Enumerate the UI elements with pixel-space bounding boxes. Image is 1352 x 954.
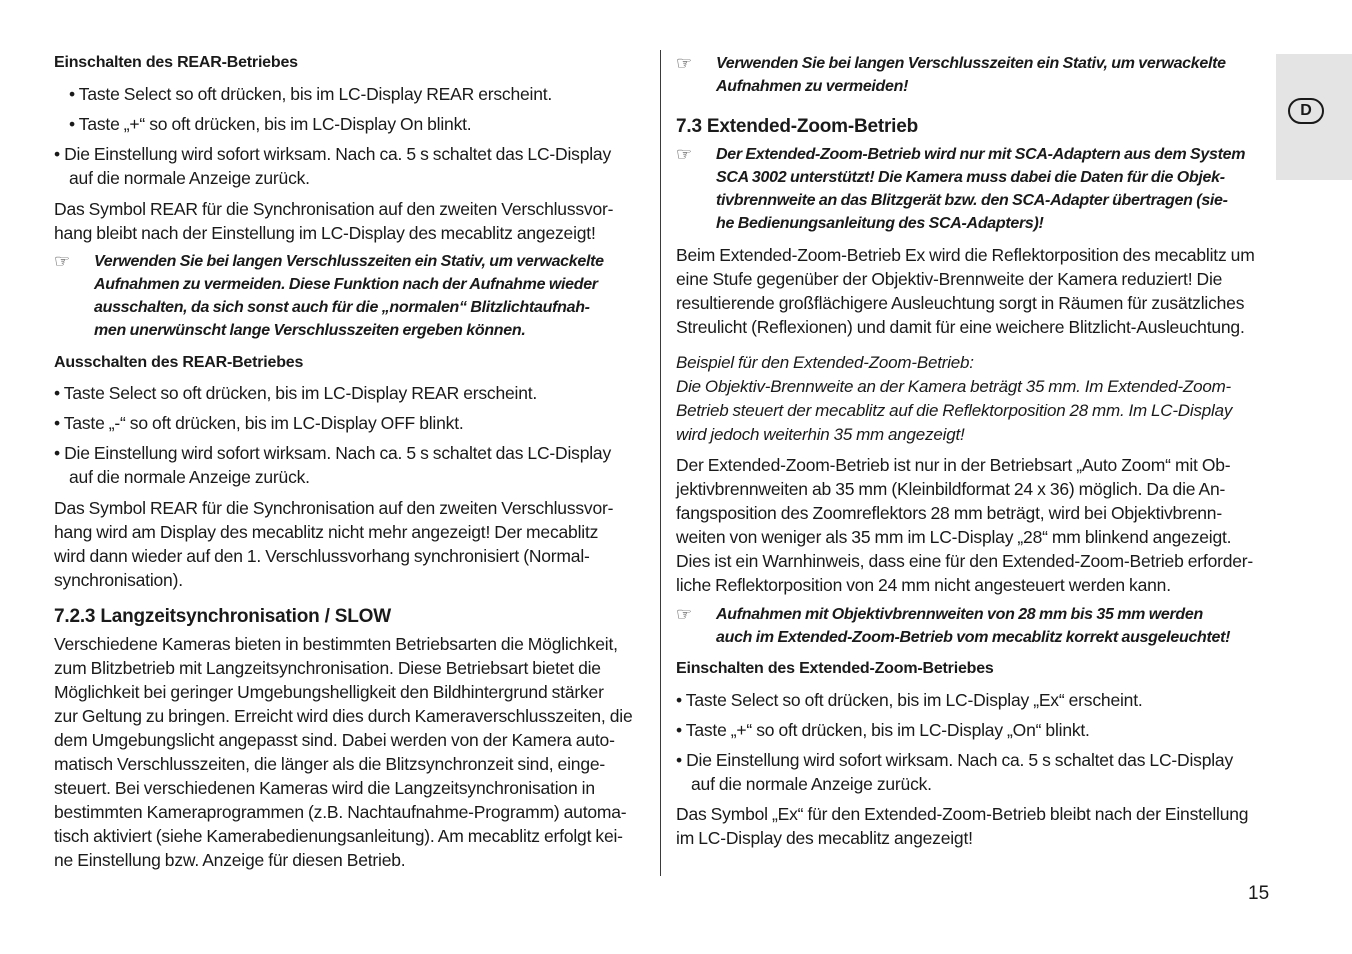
note-line: Der Extended-Zoom-Betrieb wird nur mit SCA-Adaptern aus dem System <box>716 146 1246 163</box>
note-line: he Bedienungsanleitung des SCA-Adapters)! <box>716 215 1044 232</box>
bullet-line: • Taste Select so oft drücken, bis im LC-Display „Ex“ erscheint. <box>676 690 1143 710</box>
text-line: wird dann wieder auf den 1. Verschlussvorhang synchronisiert (Normal- <box>54 546 590 566</box>
language-tab <box>1276 54 1352 180</box>
text-line: zur Geltung zu bringen. Erreicht wird dies durch Kameraverschlusszeiten, die <box>54 706 633 726</box>
bullet-line: • Taste „+“ so oft drücken, bis im LC-Display „On“ blinkt. <box>676 720 1090 740</box>
text-line: jektivbrennweiten ab 35 mm (Kleinbildformat 24 x 36) möglich. Da die An- <box>676 479 1226 499</box>
bullet-rear-off-2 <box>54 411 654 435</box>
text-line: dem Umgebungslicht angepasst sind. Dabei werden von der Kamera auto- <box>54 730 615 750</box>
note-line: Aufnahmen zu vermeiden! <box>716 78 909 95</box>
note-tripod-rear <box>54 250 654 342</box>
note-tripod <box>676 52 1274 98</box>
text-line: Die Objektiv-Brennweite an der Kamera beträgt 35 mm. Im Extended-Zoom- <box>676 377 1232 396</box>
text-line: Der Extended-Zoom-Betrieb ist nur in der Betriebsart „Auto Zoom“ mit Ob- <box>676 455 1231 475</box>
note-line: Verwenden Sie bei langen Verschlusszeiten ein Stativ, um verwackelte <box>94 253 604 270</box>
text-line: bestimmten Kameraprogrammen (z.B. Nachtaufnahme-Programm) automa- <box>54 802 627 822</box>
text-line: Das Symbol „Ex“ für den Extended-Zoom-Betrieb bleibt nach der Einstellung <box>676 804 1249 824</box>
text-line: liche Reflektorposition von 24 mm nicht angesteuert werden kann. <box>676 575 1171 595</box>
bullet-line: auf die normale Anzeige zurück. <box>69 467 310 487</box>
paragraph-extended-zoom <box>676 243 1274 339</box>
bullet-line: • Die Einstellung wird sofort wirksam. Nach ca. 5 s schaltet das LC-Display <box>54 144 612 164</box>
bullet-line: • Die Einstellung wird sofort wirksam. Nach ca. 5 s schaltet das LC-Display <box>676 750 1234 770</box>
pointing-hand-icon: ☞ <box>676 604 692 624</box>
text-line: resultierende großflächigere Ausleuchtung sorgt in Räumen für zusätzliches <box>676 293 1245 313</box>
text-line: tisch aktiviert (siehe Kamerabedienungsanleitung). Am mecablitz erfolgt kei- <box>54 826 623 846</box>
text-line: hang bleibt nach der Einstellung im LC-Display des mecablitz angezeigt! <box>54 223 596 243</box>
pointing-hand-icon: ☞ <box>676 144 692 164</box>
heading-slow: 7.2.3 Langzeitsynchronisation / SLOW <box>54 606 391 627</box>
text-line: Möglichkeit bei geringer Umgebungshelligkeit den Bildhintergrund stärker <box>54 682 604 702</box>
note-line: ausschalten, da sich sonst auch für die „normalen“ Blitzlichtaufnah- <box>94 299 590 316</box>
text-line: ne Einstellung bzw. Anzeige für diesen Betrieb. <box>54 850 406 870</box>
paragraph-rear-on <box>54 197 654 245</box>
bullet-line: • Taste „+“ so oft drücken, bis im LC-Display On blinkt. <box>69 114 472 134</box>
text-line: synchronisation). <box>54 570 183 590</box>
paragraph-ez-end <box>676 802 1274 850</box>
heading-rear-off: Ausschalten des REAR-Betriebes <box>54 354 304 371</box>
bullet-line: • Taste Select so oft drücken, bis im LC-Display REAR erscheint. <box>54 383 538 403</box>
heading-ez-on: Einschalten des Extended-Zoom-Betriebes <box>676 660 994 677</box>
bullet-rear-on-2 <box>54 112 654 136</box>
bullet-line: • Die Einstellung wird sofort wirksam. Nach ca. 5 s schaltet das LC-Display <box>54 443 612 463</box>
note-sca-adapter <box>676 143 1274 235</box>
text-line: Beispiel für den Extended-Zoom-Betrieb: <box>676 353 974 372</box>
bullet-rear-on-3 <box>54 142 654 190</box>
text-line: Streulicht (Reflexionen) und damit für eine weichere Blitzlicht-Ausleuchtung. <box>676 317 1245 337</box>
bullet-rear-off-3 <box>54 441 654 489</box>
paragraph-auto-zoom <box>676 453 1274 597</box>
text-line: Das Symbol REAR für die Synchronisation auf den zweiten Verschlussvor- <box>54 498 614 518</box>
note-line: auch im Extended-Zoom-Betrieb vom mecablitz korrekt ausgeleuchtet! <box>716 629 1231 646</box>
note-28mm <box>676 603 1274 649</box>
text-line: weiten von weniger als 35 mm im LC-Display „28“ mm blinkend angezeigt. <box>676 527 1232 547</box>
note-line: Verwenden Sie bei langen Verschlusszeiten ein Stativ, um verwackelte <box>716 55 1226 72</box>
text-line: Verschiedene Kameras bieten in bestimmten Betriebsarten die Möglichkeit, <box>54 634 618 654</box>
text-line: wird jedoch weiterhin 35 mm angezeigt! <box>676 425 965 444</box>
bullet-rear-on-1 <box>54 82 654 106</box>
heading-rear-on: Einschalten des REAR-Betriebes <box>54 54 298 71</box>
bullet-line: • Taste Select so oft drücken, bis im LC-Display REAR erscheint. <box>69 84 553 104</box>
note-line: SCA 3002 unterstützt! Die Kamera muss dabei die Daten für die Objek- <box>716 169 1225 186</box>
pointing-hand-icon: ☞ <box>676 53 692 73</box>
pointing-hand-icon: ☞ <box>54 251 70 271</box>
text-line: hang wird am Display des mecablitz nicht mehr angezeigt! Der mecablitz <box>54 522 599 542</box>
text-line: steuert. Bei verschiedenen Kameras wird die Langzeitsynchronisation in <box>54 778 595 798</box>
bullet-ez-on-3 <box>676 748 1274 796</box>
language-badge: D <box>1288 98 1324 124</box>
page-number: 15 <box>1248 883 1270 904</box>
example-block <box>676 351 1274 447</box>
bullet-line: • Taste „-“ so oft drücken, bis im LC-Display OFF blinkt. <box>54 413 464 433</box>
text-line: eine Stufe gegenüber der Objektiv-Brennweite der Kamera reduziert! Die <box>676 269 1223 289</box>
paragraph-rear-off <box>54 496 654 592</box>
bullet-ez-on-2 <box>676 718 1274 742</box>
text-line: Dies ist ein Warnhinweis, dass eine für den Extended-Zoom-Betrieb erforder- <box>676 551 1254 571</box>
bullet-line: auf die normale Anzeige zurück. <box>69 168 310 188</box>
text-line: Betrieb steuert der mecablitz auf die Reflektorposition 28 mm. Im LC-Display <box>676 401 1233 420</box>
bullet-rear-off-1 <box>54 381 654 405</box>
heading-extended-zoom: 7.3 Extended-Zoom-Betrieb <box>676 116 919 137</box>
bullet-ez-on-1 <box>676 688 1274 712</box>
note-line: tivbrennweite an das Blitzgerät bzw. den SCA-Adapter übertragen (sie- <box>716 192 1228 209</box>
text-line: zum Blitzbetrieb mit Langzeitsynchronisation. Diese Betriebsart bietet die <box>54 658 601 678</box>
note-line: Aufnahmen zu vermeiden. Diese Funktion nach der Aufnahme wieder <box>94 276 598 293</box>
text-line: Das Symbol REAR für die Synchronisation auf den zweiten Verschlussvor- <box>54 199 614 219</box>
text-line: fangsposition des Zoomreflektors 28 mm beträgt, wird bei Objektivbrenn- <box>676 503 1222 523</box>
column-divider <box>660 50 661 876</box>
text-line: im LC-Display des mecablitz angezeigt! <box>676 828 973 848</box>
note-line: men unerwünscht lange Verschlusszeiten ergeben können. <box>94 322 526 339</box>
bullet-line: auf die normale Anzeige zurück. <box>691 774 932 794</box>
paragraph-slow <box>54 632 654 872</box>
note-line: Aufnahmen mit Objektivbrennweiten von 28 mm bis 35 mm werden <box>716 606 1203 623</box>
text-line: matisch Verschlusszeiten, die länger als die Blitzsynchronzeit sind, einge- <box>54 754 606 774</box>
text-line: Beim Extended-Zoom-Betrieb Ex wird die Reflektorposition des mecablitz um <box>676 245 1255 265</box>
